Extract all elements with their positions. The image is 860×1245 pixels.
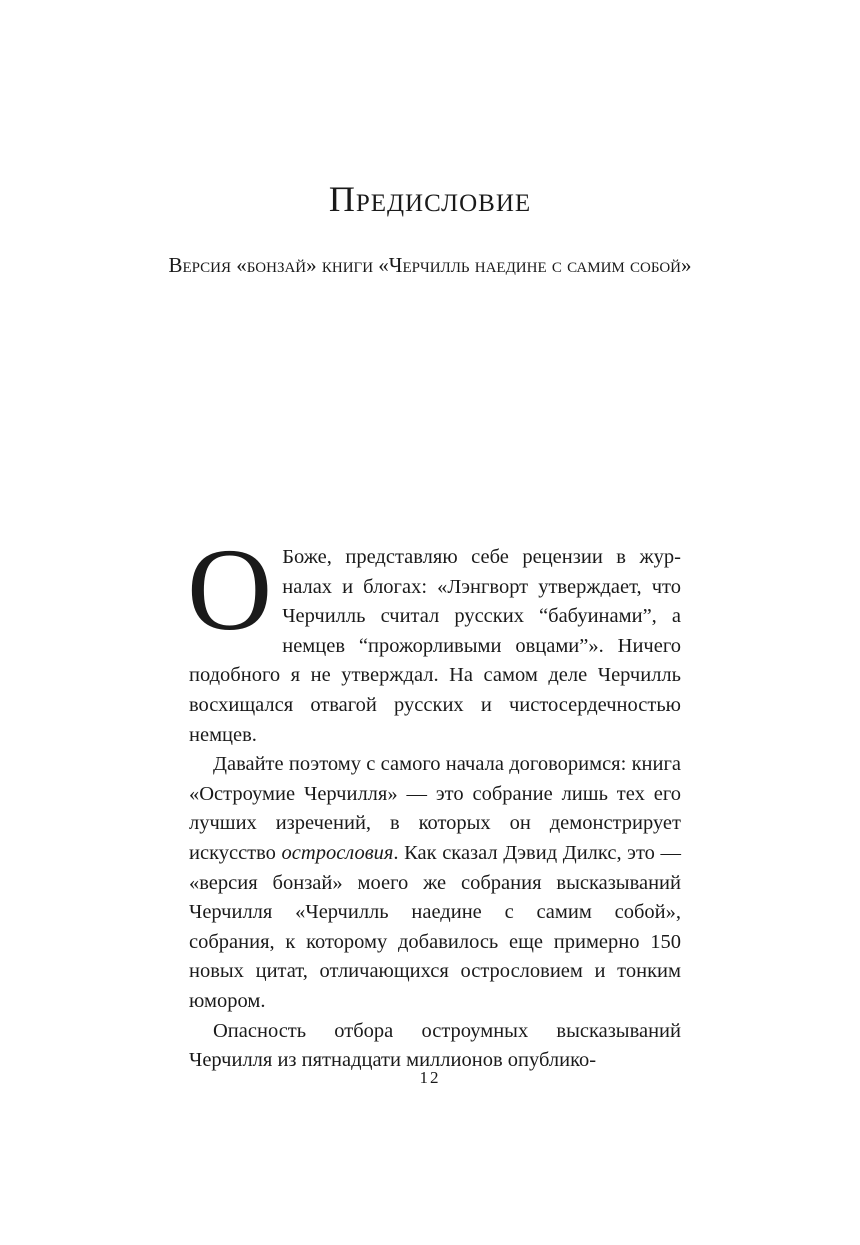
drop-cap: О xyxy=(187,524,273,655)
paragraph-1-text: Боже, представляю себе рецензии в журналах и блогах: «Лэнгворт утверждает, что Черчилль считал русских “бабуинами”, а немцев “прожорливыми овцами”». Ничего подобного я не утверждал. На самом деле Черчилль восхищался отвагой русских и чистосердечностью немцев. xyxy=(189,546,681,746)
chapter-title: Предисловие xyxy=(328,179,532,219)
paragraph-2-emphasis: острословия xyxy=(281,841,394,864)
paragraph-2 xyxy=(189,750,681,1016)
paragraph-3 xyxy=(189,1017,681,1076)
chapter-subtitle: Версия «бонзай» книги «Черчилль наедине с самим собой» xyxy=(168,253,692,277)
paragraph-2-text-after: . Как сказал Дэвид Дилкс, это — «версия бонзай» моего же собрания высказываний Черчилля «Черчилль наедине с самим собой», собрания, к которому добавилось еще примерно 150 новых цитат, отличающихся острословием и тонким юмором. xyxy=(189,841,682,1012)
paragraph-2-text-before: Давайте поэтому с самого начала договоримся: книга «Остроумие Черчилля» — это собрание лишь тех его лучших изречений, в которых он демонстрирует искусство xyxy=(189,753,681,864)
page-number: 12 xyxy=(419,1068,441,1087)
paragraph-1 xyxy=(187,524,681,750)
body-text xyxy=(187,524,682,1076)
paragraph-3-text: Опасность отбора остроумных высказываний Черчилля из пятнадцати миллионов опублико- xyxy=(189,1019,681,1072)
